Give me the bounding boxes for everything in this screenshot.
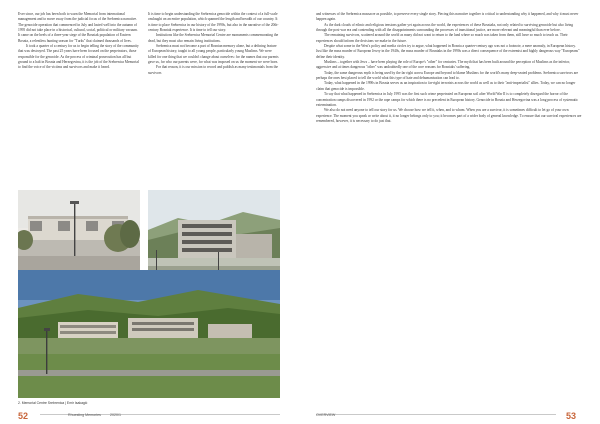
page-number-left: 52: [18, 411, 29, 421]
paragraph: To say that what happened in Srebrenica in July 1995 was the first such crime perpetrated on European soil after World War II is to completely disregard the horror of the concentration camps discovered in 1992 or the rape camps for which there is no precedent in European history. Genocide in Bosnia and Herzegovina was a long process of systematic extermination.: [316, 92, 579, 107]
section-label: OVERVIEW: [316, 413, 336, 417]
photo-caption: 2. Memorial Centre Srebrenica | Emir Isakagić: [18, 401, 88, 405]
text-column-3: [316, 12, 582, 124]
paragraph: For that reason, it is our mission to record and publish as many testimonials from the survivors: [148, 65, 278, 75]
paragraph: Institutions like the Srebrenica Memorial Centre are monuments commemorating the dead, but they must also remain living institutions.: [148, 33, 279, 43]
paragraph: It is time to begin understanding the Srebrenica genocide within the context of a full-scale onslaught on an entire population, which spanned the length and breadth of our country. It is time to place Srebrenica in our history of the 1990s, but also in the narrative of the 20th-century Bosniak experience. It is time to tell our story.: [148, 12, 279, 33]
paragraph: Today, the same dangerous myth is being used by the far right across Europe and beyond to blame Muslims for the world's many deep-seated problems. Srebrenica survivors are perhaps the ones best placed to tell the world what this type of hate and dehumanisation can lead to.: [316, 70, 579, 81]
photo-memorial-complex: [18, 270, 280, 398]
paragraph: and witnesses of the Srebrenica massacre as possible, to preserve every single story. Piecing this narrative together is critical to understanding why it happened, and why it must never happen again.: [316, 12, 579, 22]
photo-memorial-hall: [18, 190, 140, 272]
footer-rule-right: [316, 414, 556, 415]
text-column-2: [148, 12, 280, 76]
paragraph: It took a quarter of a century for us to begin telling the story of the community that was destroyed. The past 25 years have been focused on the perpetrators, those responsible for the genocide. As the process of criminal prosecution has all but ground to a halt in Bosnia and Herzegovina, it is the job of the Srebrenica Memorial to find the voice of the victims and survivors and make it heard.: [18, 44, 139, 70]
issue-label: 2020/1: [110, 413, 121, 417]
paragraph: Despite what some in the West's policy and media circles try to argue, what happened in Bosnia a quarter-century ago was not a footnote, a mere anomaly, in European history. Just like the mass murder of European Jewry in the 1940s, the mass murder of Bosniaks in the 1990s was a direct consequence of the extremist and highly dangerous way "Europeans" define their identity.: [316, 44, 580, 59]
paragraph: Srebrenica must not become a part of Bosnian memory alone, but a defining feature of European history, taught to all young people, particularly young Muslims. We were killed for one thing that we couldn't change about ourselves: for the names that our parents gave us, for who our parents were, for what was imposed on us the moment we were born.: [148, 44, 279, 65]
paragraph: The remaining survivors, scattered around the world as many did not want to return to the land where so much was taken from them, still have so much to teach us. Their experiences should inform the decisions we make in the future.: [316, 33, 568, 43]
publication-title: Rhuesting Memories: [68, 413, 101, 417]
text-column-1: [18, 12, 140, 71]
paragraph: Muslims – together with Jews – have been playing the role of Europe's "other" for centuries. The myth that has been built around the perception of Muslims as the inferior, aggressive and at times dangerous "other" was undoubtedly one of the core reasons for Bosniaks' suffering.: [316, 60, 570, 70]
page-number-right: 53: [566, 411, 577, 421]
paragraph: We also do not need anyone to tell our story for us. We choose how we tell it, when, and to whom. When you are a survivor, it is sometimes difficult to let go of your own experience. The moment you speak or write about it, it no longer belongs only to you; it becomes part of a wider body of general knowledge. To ensure that our survival experiences are remembered, however, it is necessary to do just that.: [316, 108, 582, 123]
paragraph: Today, what happened in the 1990s in Bosnia serves as an inspiration to far-right terrorists across the world as well as to their "anti-imperialist" allies. Today, we can no longer claim that genocide is impossible.: [316, 81, 576, 91]
paragraph: Ever since, our job has been both to warn the Memorial from international management and to move away from the judicial focus of the Srebrenica narrative. The genocide operation that commenced in July and lasted well into the autumn of 1995 did not take place in a historical, cultural, social, political or military vacuum. It came on the heels of a three-year siege of the Bosniak population of Eastern Bosnia, a relentless hunting season for "Turks" that claimed thousands of lives.: [18, 12, 138, 43]
paragraph: As the dark clouds of ethnic and religious tensions gather yet again across the world, the experiences of these Bosniaks, not only related to surviving genocide but also living through the post-war era and contending with all the disappointments surrounding the processes of transitional justice, are more relevant and meaningful than ever before.: [316, 22, 574, 33]
